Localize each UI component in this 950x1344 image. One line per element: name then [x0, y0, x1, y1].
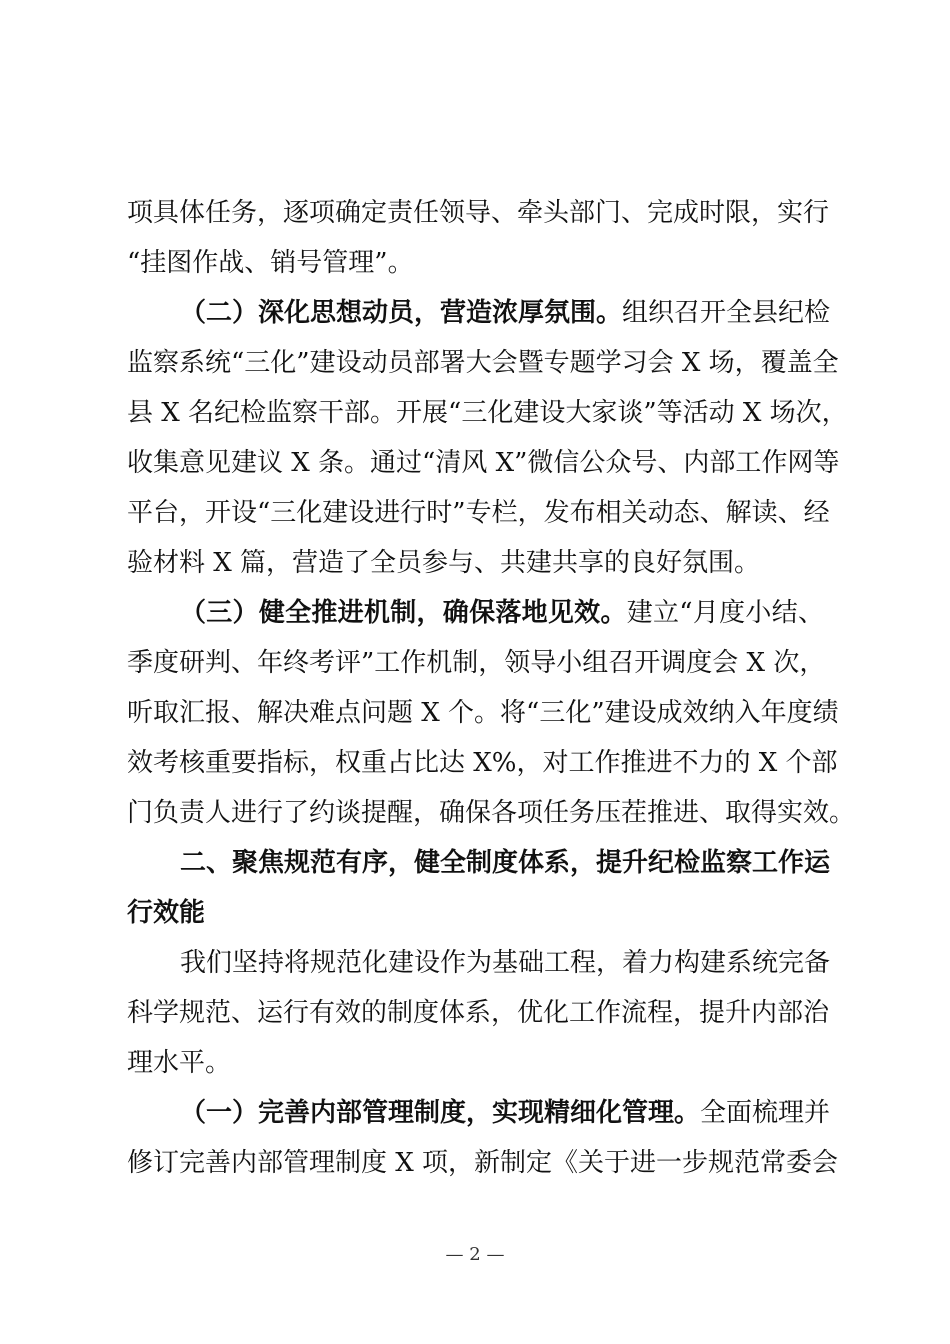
body-text: 门负责人进行了约谈提醒，确保各项任务压茬推进、取得实效。 [127, 798, 856, 828]
text-line [127, 188, 830, 238]
text-line [127, 488, 830, 538]
body-text: 理水平。 [127, 1048, 232, 1078]
body-text: 我们坚持将规范化建设作为基础工程，着力构建系统完备 [180, 948, 831, 978]
body-text: 验材料 X 篇，营造了全员参与、共建共享的良好氛围。 [127, 548, 761, 578]
bold-heading: （二）深化思想动员，营造浓厚氛围。 [180, 298, 623, 328]
bold-heading: （一）完善内部管理制度，实现精细化管理。 [180, 1098, 701, 1128]
body-text: 项具体任务，逐项确定责任领导、牵头部门、完成时限，实行 [127, 198, 830, 228]
text-line [127, 1138, 839, 1188]
body-text: “挂图作战、销号管理”。 [127, 248, 414, 278]
body-text: 建立“月度小结、 [626, 598, 824, 628]
body-text: 听取汇报、解决难点问题 X 个。将“三化”建设成效纳入年度绩 [127, 698, 839, 728]
text-line [127, 388, 848, 438]
document-body [127, 188, 856, 1188]
body-text: 收集意见建议 X 条。通过“清风 X”微信公众号、内部工作网等 [127, 448, 840, 478]
body-text: 组织召开全县纪检 [622, 298, 831, 328]
text-line [127, 738, 838, 788]
body-text: 效考核重要指标，权重占比达 X%，对工作推进不力的 X 个部 [127, 748, 838, 778]
text-line [127, 938, 831, 988]
text-line [127, 638, 824, 688]
body-text: 季度研判、年终考评”工作机制，领导小组召开调度会 X 次， [127, 648, 826, 678]
body-text: 平台，开设“三化建设进行时”专栏，发布相关动态、解读、经 [127, 498, 830, 528]
text-line [127, 988, 830, 1038]
bold-heading: 二、聚焦规范有序，健全制度体系，提升纪检监察工作运 [180, 848, 831, 878]
text-line [127, 238, 824, 288]
text-line [127, 338, 839, 388]
body-text: 监察系统“三化”建设动员部署大会暨专题学习会 X 场，覆盖全 [127, 348, 839, 378]
text-line [127, 788, 856, 838]
bold-heading: 行效能 [127, 898, 206, 928]
text-line [127, 438, 840, 488]
text-line [127, 838, 831, 888]
text-line [127, 588, 824, 638]
text-line [127, 1038, 824, 1088]
body-text: 县 X 名纪检监察干部。开展“三化建设大家谈”等活动 X 场次， [127, 398, 848, 428]
body-text: 修订完善内部管理制度 X 项，新制定《关于进一步规范常委会 [127, 1148, 839, 1178]
text-line [127, 688, 839, 738]
body-text: 全面梳理并 [700, 1098, 831, 1128]
page-number: — 2 — [445, 1244, 505, 1265]
text-line [127, 538, 824, 588]
text-line [127, 888, 824, 938]
bold-heading: （三）健全推进机制，确保落地见效。 [180, 598, 627, 628]
text-line [127, 1088, 831, 1138]
text-line [127, 288, 831, 338]
body-text: 科学规范、运行有效的制度体系，优化工作流程，提升内部治 [127, 998, 830, 1028]
